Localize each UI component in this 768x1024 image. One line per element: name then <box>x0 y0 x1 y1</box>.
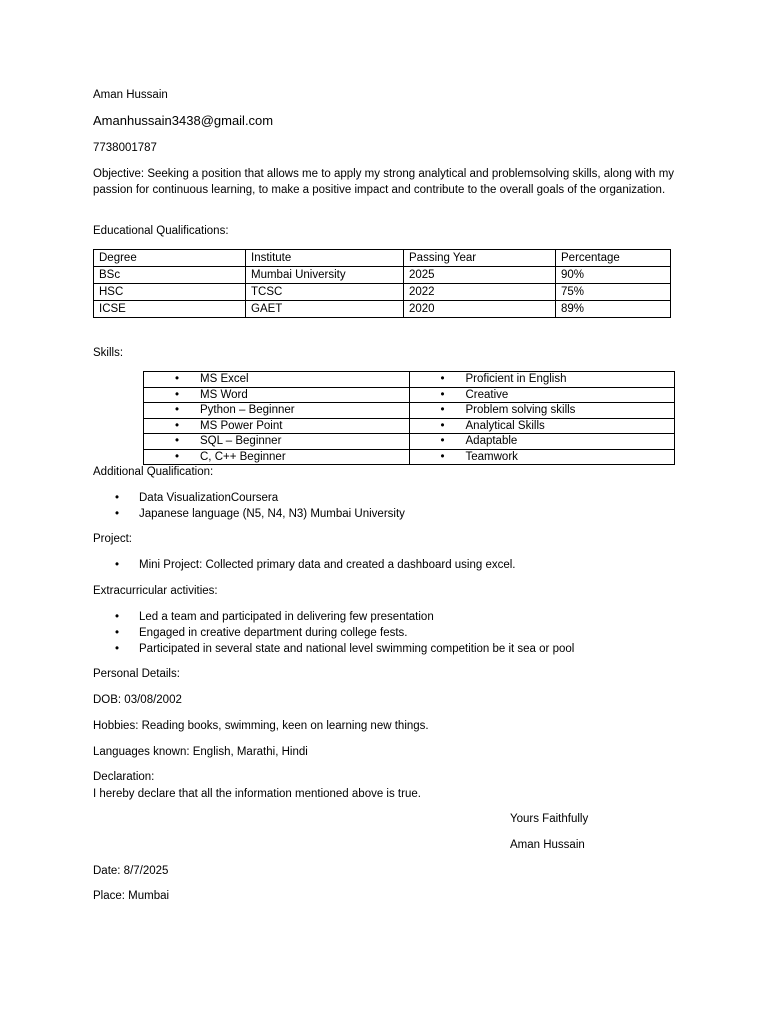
table-cell <box>144 418 410 434</box>
objective-paragraph: Objective: Seeking a position that allows me to apply my strong analytical and problemsolving skills, along with my passion for continuous learning, to make a positive impact and contribute to the overall goals of the organization. <box>93 168 675 196</box>
table-cell <box>409 418 675 434</box>
column-header: Passing Year <box>404 250 556 267</box>
phone-number: 7738001787 <box>93 142 157 154</box>
table-cell: HSC <box>94 284 246 301</box>
skill-item: • Proficient in English <box>410 372 675 387</box>
skill-item: • SQL – Beginner <box>144 434 409 449</box>
list-item: • Data VisualizationCoursera <box>93 490 405 506</box>
table-cell: 90% <box>556 267 671 284</box>
additional-list <box>93 490 405 522</box>
table-header-row <box>94 250 671 267</box>
table-row <box>144 403 675 419</box>
extracurricular-heading: Extracurricular activities: <box>93 585 218 597</box>
declaration-text: I hereby declare that all the information mentioned above is true. <box>93 788 421 800</box>
table-row <box>144 449 675 465</box>
skills-table <box>143 371 675 465</box>
table-cell: GAET <box>246 301 404 318</box>
education-heading: Educational Qualifications: <box>93 225 229 237</box>
signature-name: Aman Hussain <box>510 839 585 851</box>
list-item: • Participated in several state and national level swimming competition be it sea or pool <box>93 641 574 657</box>
table-cell <box>409 403 675 419</box>
table-cell <box>144 434 410 450</box>
table-cell: 2020 <box>404 301 556 318</box>
table-cell: ICSE <box>94 301 246 318</box>
extracurricular-list <box>93 609 574 658</box>
personal-heading: Personal Details: <box>93 668 180 680</box>
closing-line: Yours Faithfully <box>510 813 589 825</box>
candidate-name: Aman Hussain <box>93 89 168 101</box>
column-header: Institute <box>246 250 404 267</box>
table-cell <box>144 387 410 403</box>
skill-item: • Creative <box>410 388 675 403</box>
skill-item: • C, C++ Beginner <box>144 450 409 465</box>
skill-item: • MS Power Point <box>144 419 409 434</box>
table-cell <box>409 434 675 450</box>
table-cell: 2025 <box>404 267 556 284</box>
table-cell <box>409 387 675 403</box>
table-cell <box>409 449 675 465</box>
email-address: Amanhussain3438@gmail.com <box>93 113 274 128</box>
list-item: • Mini Project: Collected primary data and created a dashboard using excel. <box>93 557 516 573</box>
table-cell: 2022 <box>404 284 556 301</box>
languages-line: Languages known: English, Marathi, Hindi <box>93 746 308 758</box>
skill-item: • Problem solving skills <box>410 403 675 418</box>
table-row <box>94 284 671 301</box>
skill-item: • MS Excel <box>144 372 409 387</box>
table-cell: BSc <box>94 267 246 284</box>
list-item: • Japanese language (N5, N4, N3) Mumbai University <box>93 506 405 522</box>
table-cell <box>144 449 410 465</box>
table-cell: Mumbai University <box>246 267 404 284</box>
table-row <box>144 372 675 388</box>
table-row <box>144 387 675 403</box>
list-item: • Engaged in creative department during college fests. <box>93 625 574 641</box>
project-heading: Project: <box>93 533 132 545</box>
table-cell: 75% <box>556 284 671 301</box>
skill-item: • MS Word <box>144 388 409 403</box>
skill-item: • Analytical Skills <box>410 419 675 434</box>
table-cell <box>409 372 675 388</box>
table-cell: 89% <box>556 301 671 318</box>
table-cell <box>144 403 410 419</box>
education-table <box>93 249 671 318</box>
skill-item: • Teamwork <box>410 450 675 465</box>
table-row <box>144 418 675 434</box>
table-row <box>94 301 671 318</box>
column-header: Degree <box>94 250 246 267</box>
project-list <box>93 557 516 573</box>
dob-line: DOB: 03/08/2002 <box>93 694 182 706</box>
table-row <box>94 267 671 284</box>
date-line: Date: 8/7/2025 <box>93 865 169 877</box>
additional-heading: Additional Qualification: <box>93 466 214 478</box>
skills-heading: Skills: <box>93 347 124 359</box>
list-item: • Led a team and participated in delivering few presentation <box>93 609 574 625</box>
hobbies-line: Hobbies: Reading books, swimming, keen on learning new things. <box>93 720 429 732</box>
declaration-heading: Declaration: <box>93 771 155 783</box>
column-header: Percentage <box>556 250 671 267</box>
table-cell <box>144 372 410 388</box>
skill-item: • Adaptable <box>410 434 675 449</box>
place-line: Place: Mumbai <box>93 890 170 902</box>
table-row <box>144 434 675 450</box>
skill-item: • Python – Beginner <box>144 403 409 418</box>
table-cell: TCSC <box>246 284 404 301</box>
